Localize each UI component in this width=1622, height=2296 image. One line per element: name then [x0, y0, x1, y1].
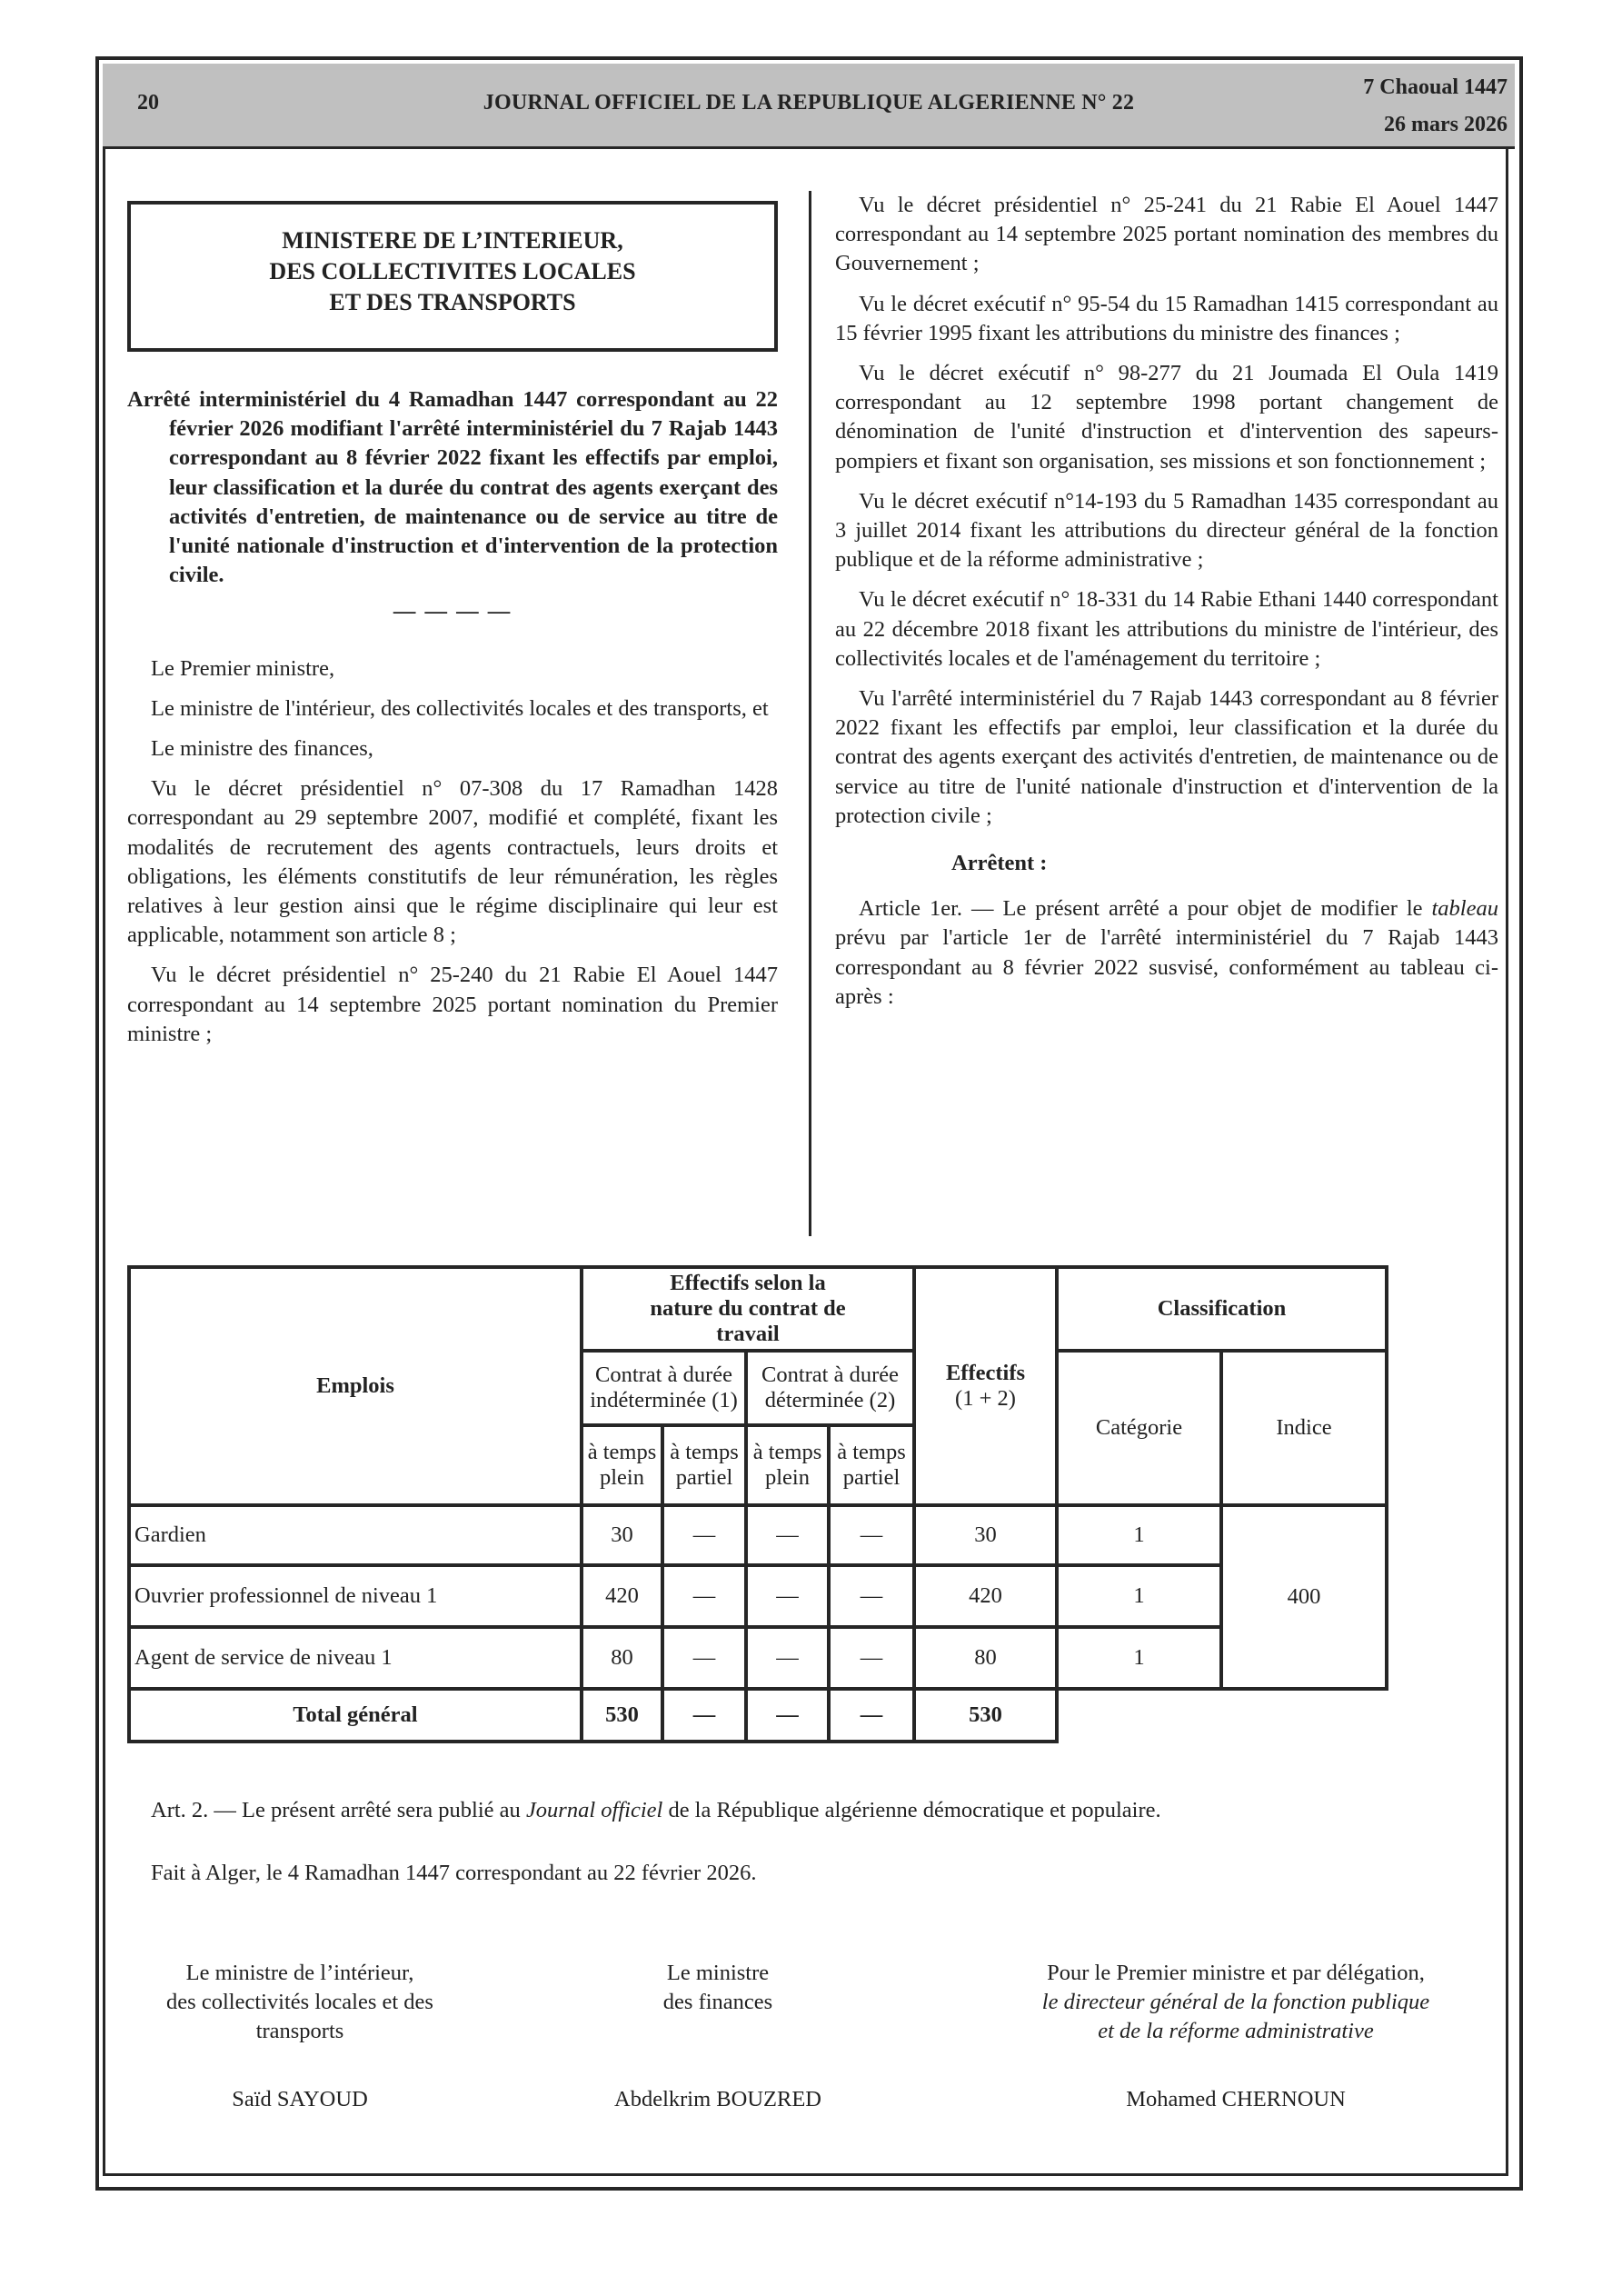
cell-total: 420	[914, 1565, 1057, 1627]
table-row	[129, 1565, 1387, 1627]
signature-title-italic: le directeur général de la fonction publique	[1041, 1990, 1430, 2014]
cell-cdi-plein: 30	[582, 1505, 662, 1565]
signature-title-italic: et de la réforme administrative	[1098, 2019, 1374, 2043]
cell-cdi-plein: 420	[582, 1565, 662, 1627]
cell-indice: 400	[1221, 1505, 1387, 1689]
header-cdd-plein: à temps plein	[746, 1425, 829, 1505]
right-column	[835, 191, 1498, 1023]
signature-title-line: des collectivités locales et des	[166, 1990, 433, 2014]
header-effectifs-sub: (1 + 2)	[955, 1386, 1016, 1411]
article-2-text: Art. 2. — Le présent arrêté sera publié au	[151, 1798, 526, 1822]
signature-title-line: transports	[255, 2019, 344, 2043]
visa-paragraph: Vu le décret présidentiel n° 25-241 du 21 Rabie El Aouel 1447 correspondant au 14 septembre 2025 portant nomination des membres du Gouvernement ;	[835, 193, 1498, 276]
cell-cdd-partiel: —	[829, 1689, 914, 1742]
cell-categorie: 1	[1057, 1505, 1221, 1565]
ministry-box	[127, 201, 778, 352]
left-column	[127, 385, 778, 1060]
table-row	[129, 1627, 1387, 1689]
ministry-line: DES COLLECTIVITES LOCALES	[269, 258, 636, 285]
cell-categorie: 1	[1057, 1627, 1221, 1689]
cell-cdi-plein: 80	[582, 1627, 662, 1689]
article-2	[151, 1797, 1161, 1824]
visa-paragraph: Vu le décret exécutif n° 98-277 du 21 Joumada El Oula 1419 correspondant au 12 septembre 1998 portant changement de dénomination de l'unité d'instruction et d'intervention des sapeurs-pompiers et fixant son organisation, ses missions et son fonctionnement ;	[835, 361, 1498, 474]
cell-cdd-plein: —	[746, 1627, 829, 1689]
cell-cdd-plein: —	[746, 1689, 829, 1742]
date-hijri: 7 Chaoual 1447	[1363, 75, 1508, 99]
signatory-name: Mohamed CHERNOUN	[1126, 2087, 1346, 2111]
article-2-italic: Journal officiel	[525, 1798, 663, 1822]
article-1-italic: tableau	[1431, 896, 1498, 922]
issue-date	[1363, 69, 1508, 144]
header-cdi-partiel: à temps partiel	[662, 1425, 746, 1505]
preamble-paragraph: Vu le décret présidentiel n° 25-240 du 21 Rabie El Aouel 1447 correspondant au 14 septembre 2025 portant nomination du Premier ministre ;	[127, 963, 778, 1046]
cell-emploi: Ouvrier professionnel de niveau 1	[129, 1565, 582, 1627]
cell-cdd-partiel: —	[829, 1505, 914, 1565]
cell-total-label: Total général	[129, 1689, 582, 1742]
fait-a-alger: Fait à Alger, le 4 Ramadhan 1447 correspondant au 22 février 2026.	[151, 1861, 757, 1885]
cell-cdi-partiel: —	[662, 1505, 746, 1565]
ministry-line: MINISTERE DE L’INTERIEUR,	[282, 227, 623, 254]
ministry-line: ET DES TRANSPORTS	[329, 289, 576, 315]
header-effectifs-label: Effectifs	[945, 1361, 1026, 1385]
date-gregorian: 26 mars 2026	[1384, 113, 1508, 136]
cell-cdd-plein: —	[746, 1505, 829, 1565]
article-2-text: de la République algérienne démocratique et populaire.	[662, 1798, 1161, 1822]
cell-categorie: 1	[1057, 1565, 1221, 1627]
journal-header	[103, 64, 1515, 149]
visa-paragraph: Vu le décret exécutif n° 18-331 du 14 Rabie Ethani 1440 correspondant au 22 décembre 2018 fixant les attributions du ministre de l'intérieur, des collectivités locales et de l'aménagement du territoire ;	[835, 587, 1498, 671]
visa-paragraph: Vu l'arrêté interministériel du 7 Rajab 1443 correspondant au 8 février 2022 fixant les effectifs par emploi, leur classification et la durée du contrat des agents exerçant des activités d'entretien, de maintenance ou de service au titre de l'unité nationale d'instruction et d'intervention de la protection civile ;	[835, 686, 1498, 828]
empty-cell	[1057, 1689, 1387, 1742]
cell-cdi-partiel: —	[662, 1565, 746, 1627]
header-classification: Classification	[1057, 1267, 1387, 1351]
preamble-paragraph: Le Premier ministre,	[151, 655, 335, 681]
visa-paragraph: Vu le décret exécutif n°14-193 du 5 Ramadhan 1435 correspondant au 3 juillet 2014 fixant les attributions du directeur général de la fonction publique et de la réforme administrative ;	[835, 488, 1498, 573]
table-row	[129, 1505, 1387, 1565]
cell-cdi-plein: 530	[582, 1689, 662, 1742]
signature-title-line: Pour le Premier ministre et par délégation,	[1047, 1961, 1425, 1985]
signature-title-line: Le ministre de l’intérieur,	[185, 1961, 414, 1985]
cell-cdi-partiel: —	[662, 1689, 746, 1742]
header-cdi-plein: à temps plein	[582, 1425, 662, 1505]
header-effectifs-total	[914, 1267, 1057, 1505]
signature-title-line: des finances	[662, 1990, 773, 2014]
preamble-paragraph: Vu le décret présidentiel n° 07-308 du 17 Ramadhan 1428 correspondant au 29 septembre 2007, modifié et complété, fixant les modalités de recrutement des agents contractuels, leurs droits et obligations, les éléments constitutifs de leur rémunération, les règles relatives à leur gestion ainsi que le régime disciplinaire qui leur est applicable, notamment son article 8 ;	[127, 776, 778, 948]
signature-block-finances	[563, 1959, 872, 2017]
preamble-paragraph: Le ministre de l'intérieur, des collectivités locales et des transports, et	[151, 695, 769, 721]
article-1-text: Article 1er. — Le présent arrêté a pour objet de modifier le	[859, 896, 1432, 922]
column-divider	[809, 191, 811, 1236]
signature-title-line: Le ministre	[666, 1961, 770, 1985]
cell-cdd-plein: —	[746, 1565, 829, 1627]
separator: — — — —	[393, 599, 512, 624]
header-cdd-partiel: à temps partiel	[829, 1425, 914, 1505]
cell-cdd-partiel: —	[829, 1565, 914, 1627]
journal-title: JOURNAL OFFICIEL DE LA REPUBLIQUE ALGERIENNE N° 22	[483, 91, 1135, 115]
cell-total: 530	[914, 1689, 1057, 1742]
cell-total: 30	[914, 1505, 1057, 1565]
header-categorie: Catégorie	[1057, 1351, 1221, 1505]
signature-block-interior	[127, 1959, 473, 2046]
header-indice: Indice	[1221, 1351, 1387, 1505]
cell-emploi: Agent de service de niveau 1	[129, 1627, 582, 1689]
total-row	[129, 1689, 1387, 1742]
signatory-name: Saïd SAYOUD	[232, 2087, 368, 2111]
header-effectifs-nature: Effectifs selon la nature du contrat de travail	[582, 1267, 914, 1351]
signature-block-premier-ministre	[981, 1959, 1490, 2046]
preamble-paragraph: Le ministre des finances,	[151, 736, 373, 762]
arretent-heading: Arrêtent :	[951, 851, 1048, 876]
cell-total: 80	[914, 1627, 1057, 1689]
effectifs-table	[127, 1265, 1388, 1743]
cell-emploi: Gardien	[129, 1505, 582, 1565]
header-cdd: Contrat à durée déterminée (2)	[746, 1351, 914, 1425]
article-1-text: prévu par l'article 1er de l'arrêté interministériel du 7 Rajab 1443 correspondant au 8 février 2022 susvisé, conformément au tableau ci-après :	[835, 925, 1498, 1009]
cell-cdi-partiel: —	[662, 1627, 746, 1689]
header-emplois: Emplois	[129, 1267, 582, 1505]
signatory-name: Abdelkrim BOUZRED	[614, 2087, 821, 2111]
decree-title: Arrêté interministériel du 4 Ramadhan 1447 correspondant au 22 février 2026 modifiant l'arrêté interministériel du 7 Rajab 1443 correspondant au 8 février 2022 fixant les effectifs par emploi, leur classification et la durée du contrat des agents exerçant des activités d'entretien, de maintenance ou de service au titre de l'unité nationale d'instruction et d'intervention de la protection civile.	[127, 387, 778, 588]
header-cdi: Contrat à durée indéterminée (1)	[582, 1351, 746, 1425]
page-number: 20	[137, 91, 159, 115]
visa-paragraph: Vu le décret exécutif n° 95-54 du 15 Ramadhan 1415 correspondant au 15 février 1995 fixant les attributions du ministre des finances ;	[835, 291, 1498, 345]
article-1	[835, 894, 1498, 1012]
cell-cdd-partiel: —	[829, 1627, 914, 1689]
